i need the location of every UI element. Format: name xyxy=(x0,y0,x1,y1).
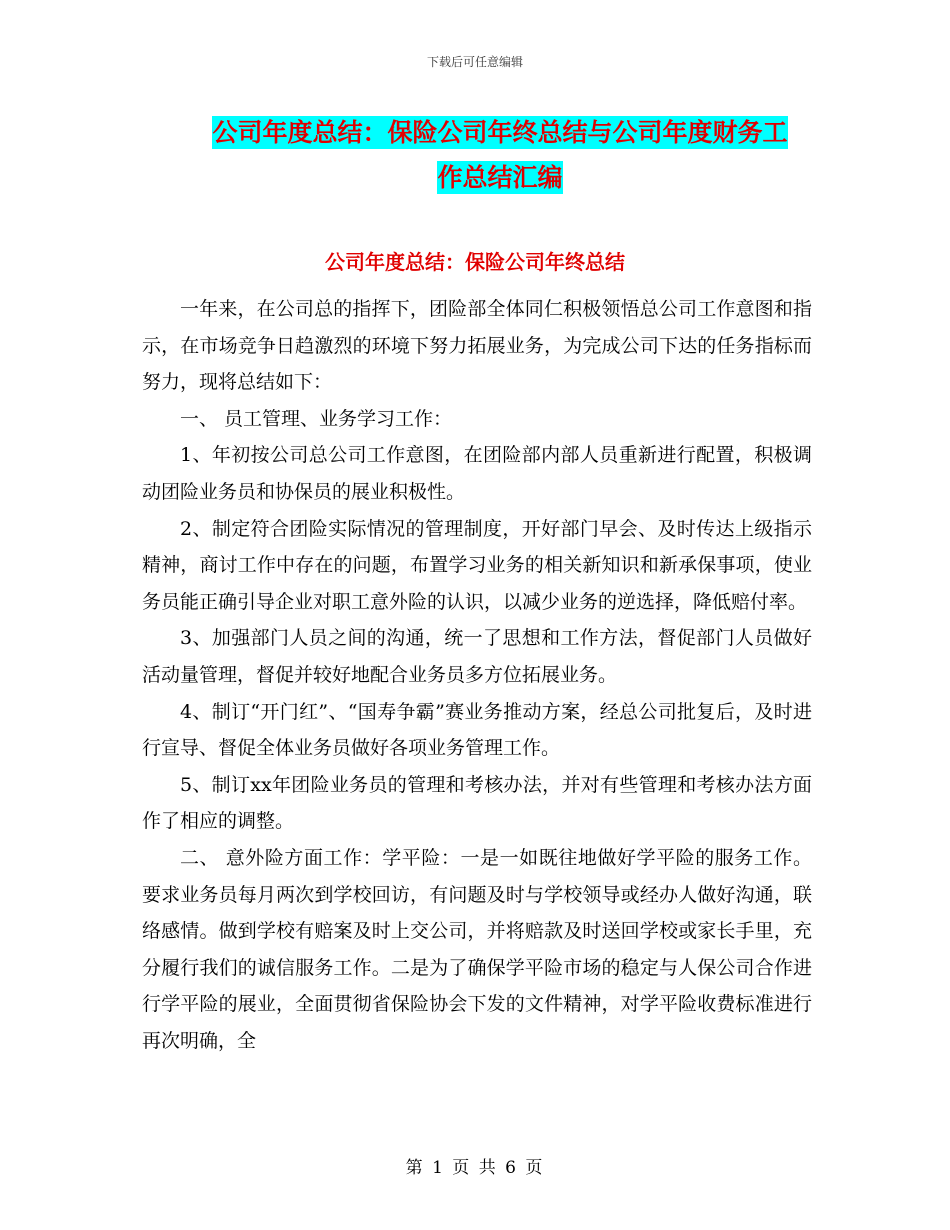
paragraph: 2、制定符合团险实际情况的管理制度，开好部门早会、及时传达上级指示精神，商讨工作中存在的问题，布置学习业务的相关新知识和新承保事项，使业务员能正确引导企业对职工意外险的认识，以减少业务的逆选择，降低赔付率。 xyxy=(142,517,812,613)
document-body xyxy=(142,291,812,1059)
paragraph: 一、 员工管理、业务学习工作： xyxy=(180,407,453,430)
header-note: 下载后可任意编辑 xyxy=(426,55,523,69)
paragraph: 二、 意外险方面工作：学平险：一是一如既往地做好学平险的服务工作。要求业务员每月两次到学校回访，有问题及时与学校领导或经办人做好沟通，联络感情。做到学校有赔案及时上交公司，并将赔款及时送回学校或家长手里，充分履行我们的诚信服务工作。二是为了确保学平险市场的稳定与人保公司合作进行学平险的展业，全面贯彻省保险协会下发的文件精神，对学平险收费标准进行再次明确，全 xyxy=(142,846,812,1052)
title-line-1: 公司年度总结：保险公司年终总结与公司年度财务工 xyxy=(212,118,788,147)
paragraph: 1、年初按公司总公司工作意图，在团险部内部人员重新进行配置，积极调动团险业务员和协保员的展业积极性。 xyxy=(142,444,812,503)
title-line-2: 作总结汇编 xyxy=(437,163,563,192)
document-title xyxy=(140,110,860,200)
section-title: 公司年度总结：保险公司年终总结 xyxy=(325,250,625,274)
paragraph: 4、制订“开门红”、“国寿争霸”赛业务推动方案，经总公司批复后，及时进行宣导、督促全体业务员做好各项业务管理工作。 xyxy=(142,700,812,760)
page-number: 第 1 页 共 6 页 xyxy=(405,1158,545,1178)
paragraph: 一年来，在公司总的指挥下，团险部全体同仁积极领悟总公司工作意图和指示，在市场竞争日趋激烈的环境下努力拓展业务，为完成公司下达的任务指标而努力，现将总结如下： xyxy=(142,298,812,394)
paragraph: 5、制订xx年团险业务员的管理和考核办法，并对有些管理和考核办法方面作了相应的调整。 xyxy=(142,773,812,833)
paragraph: 3、加强部门人员之间的沟通，统一了思想和工作方法，督促部门人员做好活动量管理，督促并较好地配合业务员多方位拓展业务。 xyxy=(142,627,812,686)
